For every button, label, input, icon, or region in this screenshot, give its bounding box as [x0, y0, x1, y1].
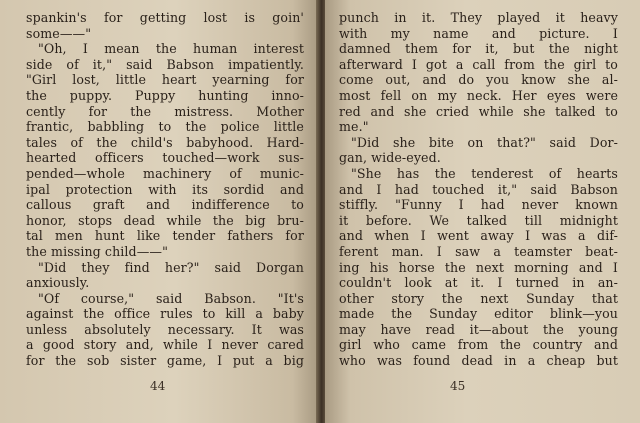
text-line: tales of the child's babyhood. Hard-	[26, 134, 304, 150]
text-line: the missing child——"	[26, 243, 168, 259]
text-line: "Did she bite on that?" said Dor-	[351, 134, 618, 150]
text-line: "Girl lost, little heart yearning for	[26, 72, 304, 88]
text-line: stiffly. "Funny I had never known	[339, 197, 618, 213]
text-line: may have read it—about the young	[339, 321, 618, 337]
text-line: hearted officers touched—work sus-	[26, 150, 304, 166]
text-line: punch in it. They played it heavy	[339, 10, 618, 25]
page-number: 44	[150, 379, 166, 393]
text-line: gan, wide-eyed.	[339, 150, 441, 166]
page-number: 45	[450, 379, 466, 393]
text-line: frantic, babbling to the police little	[26, 119, 304, 135]
text-line: most fell on my neck. Her eyes were	[339, 87, 618, 103]
text-line: the puppy. Puppy hunting inno-	[26, 87, 304, 103]
text-line: couldn't look at it. I turned in an-	[339, 275, 618, 291]
text-line: ferent man. I saw a teamster beat-	[339, 243, 618, 259]
text-line: against the office rules to kill a baby	[26, 306, 304, 322]
text-line: tal men hunt like tender fathers for	[26, 228, 304, 244]
text-line: "She has the tenderest of hearts	[351, 165, 618, 181]
text-line: spankin's for getting lost is goin'	[26, 10, 304, 25]
text-line: honor, stops dead while the big bru-	[26, 212, 304, 228]
text-line: damned them for it, but the night	[339, 41, 618, 57]
text-line: red and she cried while she talked to	[339, 103, 618, 119]
text-line: afterward I got a call from the girl to	[339, 56, 618, 72]
text-line: other story the next Sunday that	[339, 290, 618, 306]
text-line: for the sob sister game, I put a big	[26, 353, 304, 369]
text-line: who was found dead in a cheap but	[339, 353, 618, 369]
text-line: some——"	[26, 25, 92, 41]
text-line: pended—whole machinery of munic-	[26, 165, 304, 181]
text-line: and when I went away I was a dif-	[339, 228, 618, 244]
text-line: made the Sunday editor blink—you	[339, 306, 618, 322]
text-line: "Of course," said Babson. "It's	[38, 290, 304, 306]
right-page	[325, 0, 640, 423]
text-line: side of it," said Babson impatiently.	[26, 56, 304, 72]
text-line: and I had touched it," said Babson	[339, 181, 618, 197]
text-line: ipal protection with its sordid and	[26, 181, 304, 197]
text-line: with my name and picture. I	[339, 25, 618, 41]
text-line: "Oh, I mean the human interest	[38, 41, 304, 57]
text-line: callous graft and indifference to	[26, 197, 304, 213]
text-line: me."	[339, 119, 369, 135]
text-line: "Did they find her?" said Dorgan	[38, 259, 304, 275]
text-line: ing his horse the next morning and I	[339, 259, 618, 275]
text-line: cently for the mistress. Mother	[26, 103, 304, 119]
text-line: come out, and do you know she al-	[339, 72, 618, 88]
left-page	[0, 0, 318, 423]
text-line: unless absolutely necessary. It was	[26, 321, 304, 337]
text-line: it before. We talked till midnight	[339, 212, 618, 228]
text-line: girl who came from the country and	[339, 337, 618, 353]
text-line: anxiously.	[26, 275, 90, 291]
text-line: a good story and, while I never cared	[26, 337, 304, 353]
